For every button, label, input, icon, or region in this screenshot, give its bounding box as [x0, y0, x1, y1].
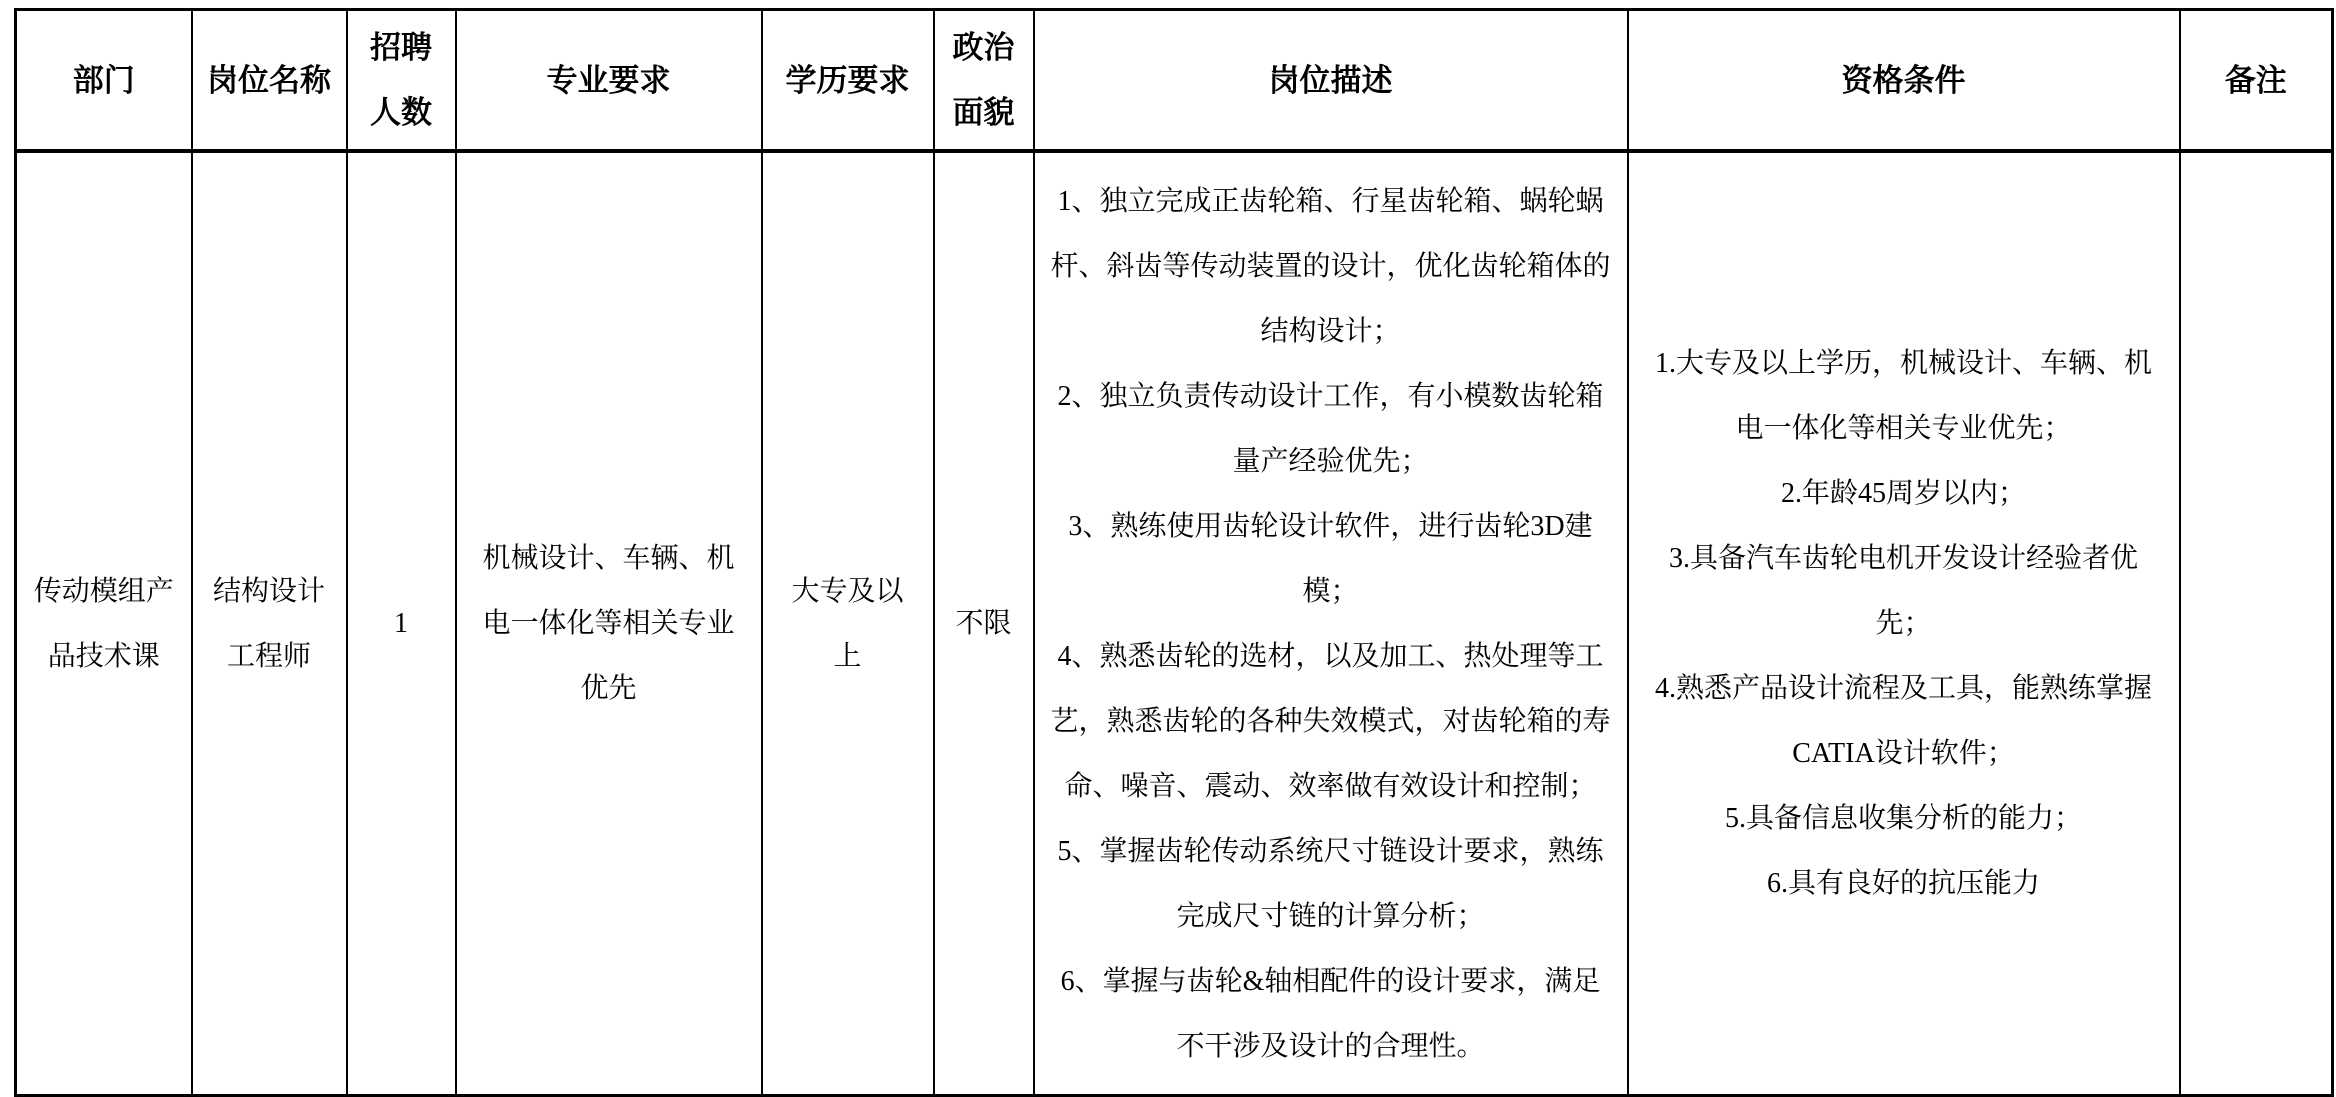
text-line: 机械设计、车辆、机 [482, 543, 735, 574]
header-education [762, 10, 934, 152]
political-value: 不限 [955, 608, 1012, 639]
text-line: 杆、斜齿等传动装置的设计，优化齿轮箱体的 [1050, 250, 1611, 282]
text-line: 电一体化等相关专业优先； [1735, 413, 2072, 444]
header-qualification [1628, 10, 2180, 152]
text-line: 专业要求 [546, 62, 671, 98]
header-position [192, 10, 347, 152]
text-line: 不干涉及设计的合理性。 [1176, 1030, 1485, 1062]
text-line: 资格条件 [1841, 62, 1966, 98]
header-political [934, 10, 1034, 152]
header-department [16, 10, 192, 152]
text-line: 3.具备汽车齿轮电机开发设计经验者优 [1668, 543, 2138, 574]
text-line: 大专及以 [791, 575, 904, 607]
text-line: 上 [833, 640, 862, 672]
recruitment-table [14, 8, 2334, 1097]
text-line: 人数 [370, 95, 432, 130]
text-line: 2.年龄45周岁以内； [1780, 478, 2026, 509]
text-line: 学历要求 [785, 62, 910, 98]
text-line: 结构设计； [1260, 315, 1401, 347]
text-line: 优先 [580, 673, 637, 704]
text-line: 6、掌握与齿轮&轴相配件的设计要求，满足 [1060, 965, 1601, 997]
text-line: 品技术课 [47, 640, 160, 672]
text-line: 先； [1875, 608, 1932, 639]
text-line: 模； [1302, 575, 1359, 607]
text-line: 6.具有良好的抗压能力 [1766, 868, 2040, 899]
text-line: 1.大专及以上学历，机械设计、车辆、机 [1654, 348, 2152, 379]
text-line: 完成尺寸链的计算分析； [1176, 900, 1485, 932]
text-line: 2、独立负责传动设计工作，有小模数齿轮箱 [1057, 380, 1604, 412]
table-row [16, 151, 2333, 1096]
text-line: 4、熟悉齿轮的选材，以及加工、热处理等工 [1057, 640, 1604, 672]
cell-remark [2180, 151, 2333, 1096]
text-line: 岗位名称 [207, 62, 331, 98]
text-line: 传动模组产 [33, 575, 174, 607]
cell-headcount [347, 151, 456, 1096]
text-line: 结构设计 [212, 575, 325, 607]
text-line: CATIA设计软件； [1792, 738, 2015, 769]
text-line: 岗位描述 [1268, 62, 1393, 98]
text-line: 工程师 [226, 640, 311, 672]
text-line: 部门 [72, 62, 135, 98]
text-line: 招聘 [370, 30, 432, 65]
cell-political [934, 151, 1034, 1096]
text-line: 3、熟练使用齿轮设计软件，进行齿轮3D建 [1068, 510, 1593, 542]
cell-major [456, 151, 762, 1096]
header-major [456, 10, 762, 152]
cell-position [192, 151, 347, 1096]
text-line: 艺，熟悉齿轮的各种失效模式，对齿轮箱的寿 [1050, 705, 1611, 737]
table-header-row [16, 10, 2333, 152]
text-line: 4.熟悉产品设计流程及工具，能熟练掌握 [1654, 673, 2152, 704]
text-line: 备注 [2224, 62, 2287, 98]
header-remark [2180, 10, 2333, 152]
text-line: 1、独立完成正齿轮箱、行星齿轮箱、蜗轮蜗 [1057, 185, 1604, 217]
cell-qualification [1628, 151, 2180, 1096]
text-line: 政治 [952, 30, 1015, 65]
headcount-value: 1 [394, 608, 408, 639]
header-headcount [347, 10, 456, 152]
text-line: 5.具备信息收集分析的能力； [1724, 803, 2082, 834]
cell-department [16, 151, 192, 1096]
cell-education [762, 151, 934, 1096]
text-line: 电一体化等相关专业 [482, 608, 735, 639]
text-line: 命、噪音、震动、效率做有效设计和控制； [1064, 770, 1597, 802]
cell-description [1034, 151, 1628, 1096]
text-line: 5、掌握齿轮传动系统尺寸链设计要求，熟练 [1057, 835, 1604, 867]
header-description [1034, 10, 1628, 152]
text-line: 量产经验优先； [1232, 445, 1429, 477]
text-line: 面貌 [952, 95, 1015, 130]
